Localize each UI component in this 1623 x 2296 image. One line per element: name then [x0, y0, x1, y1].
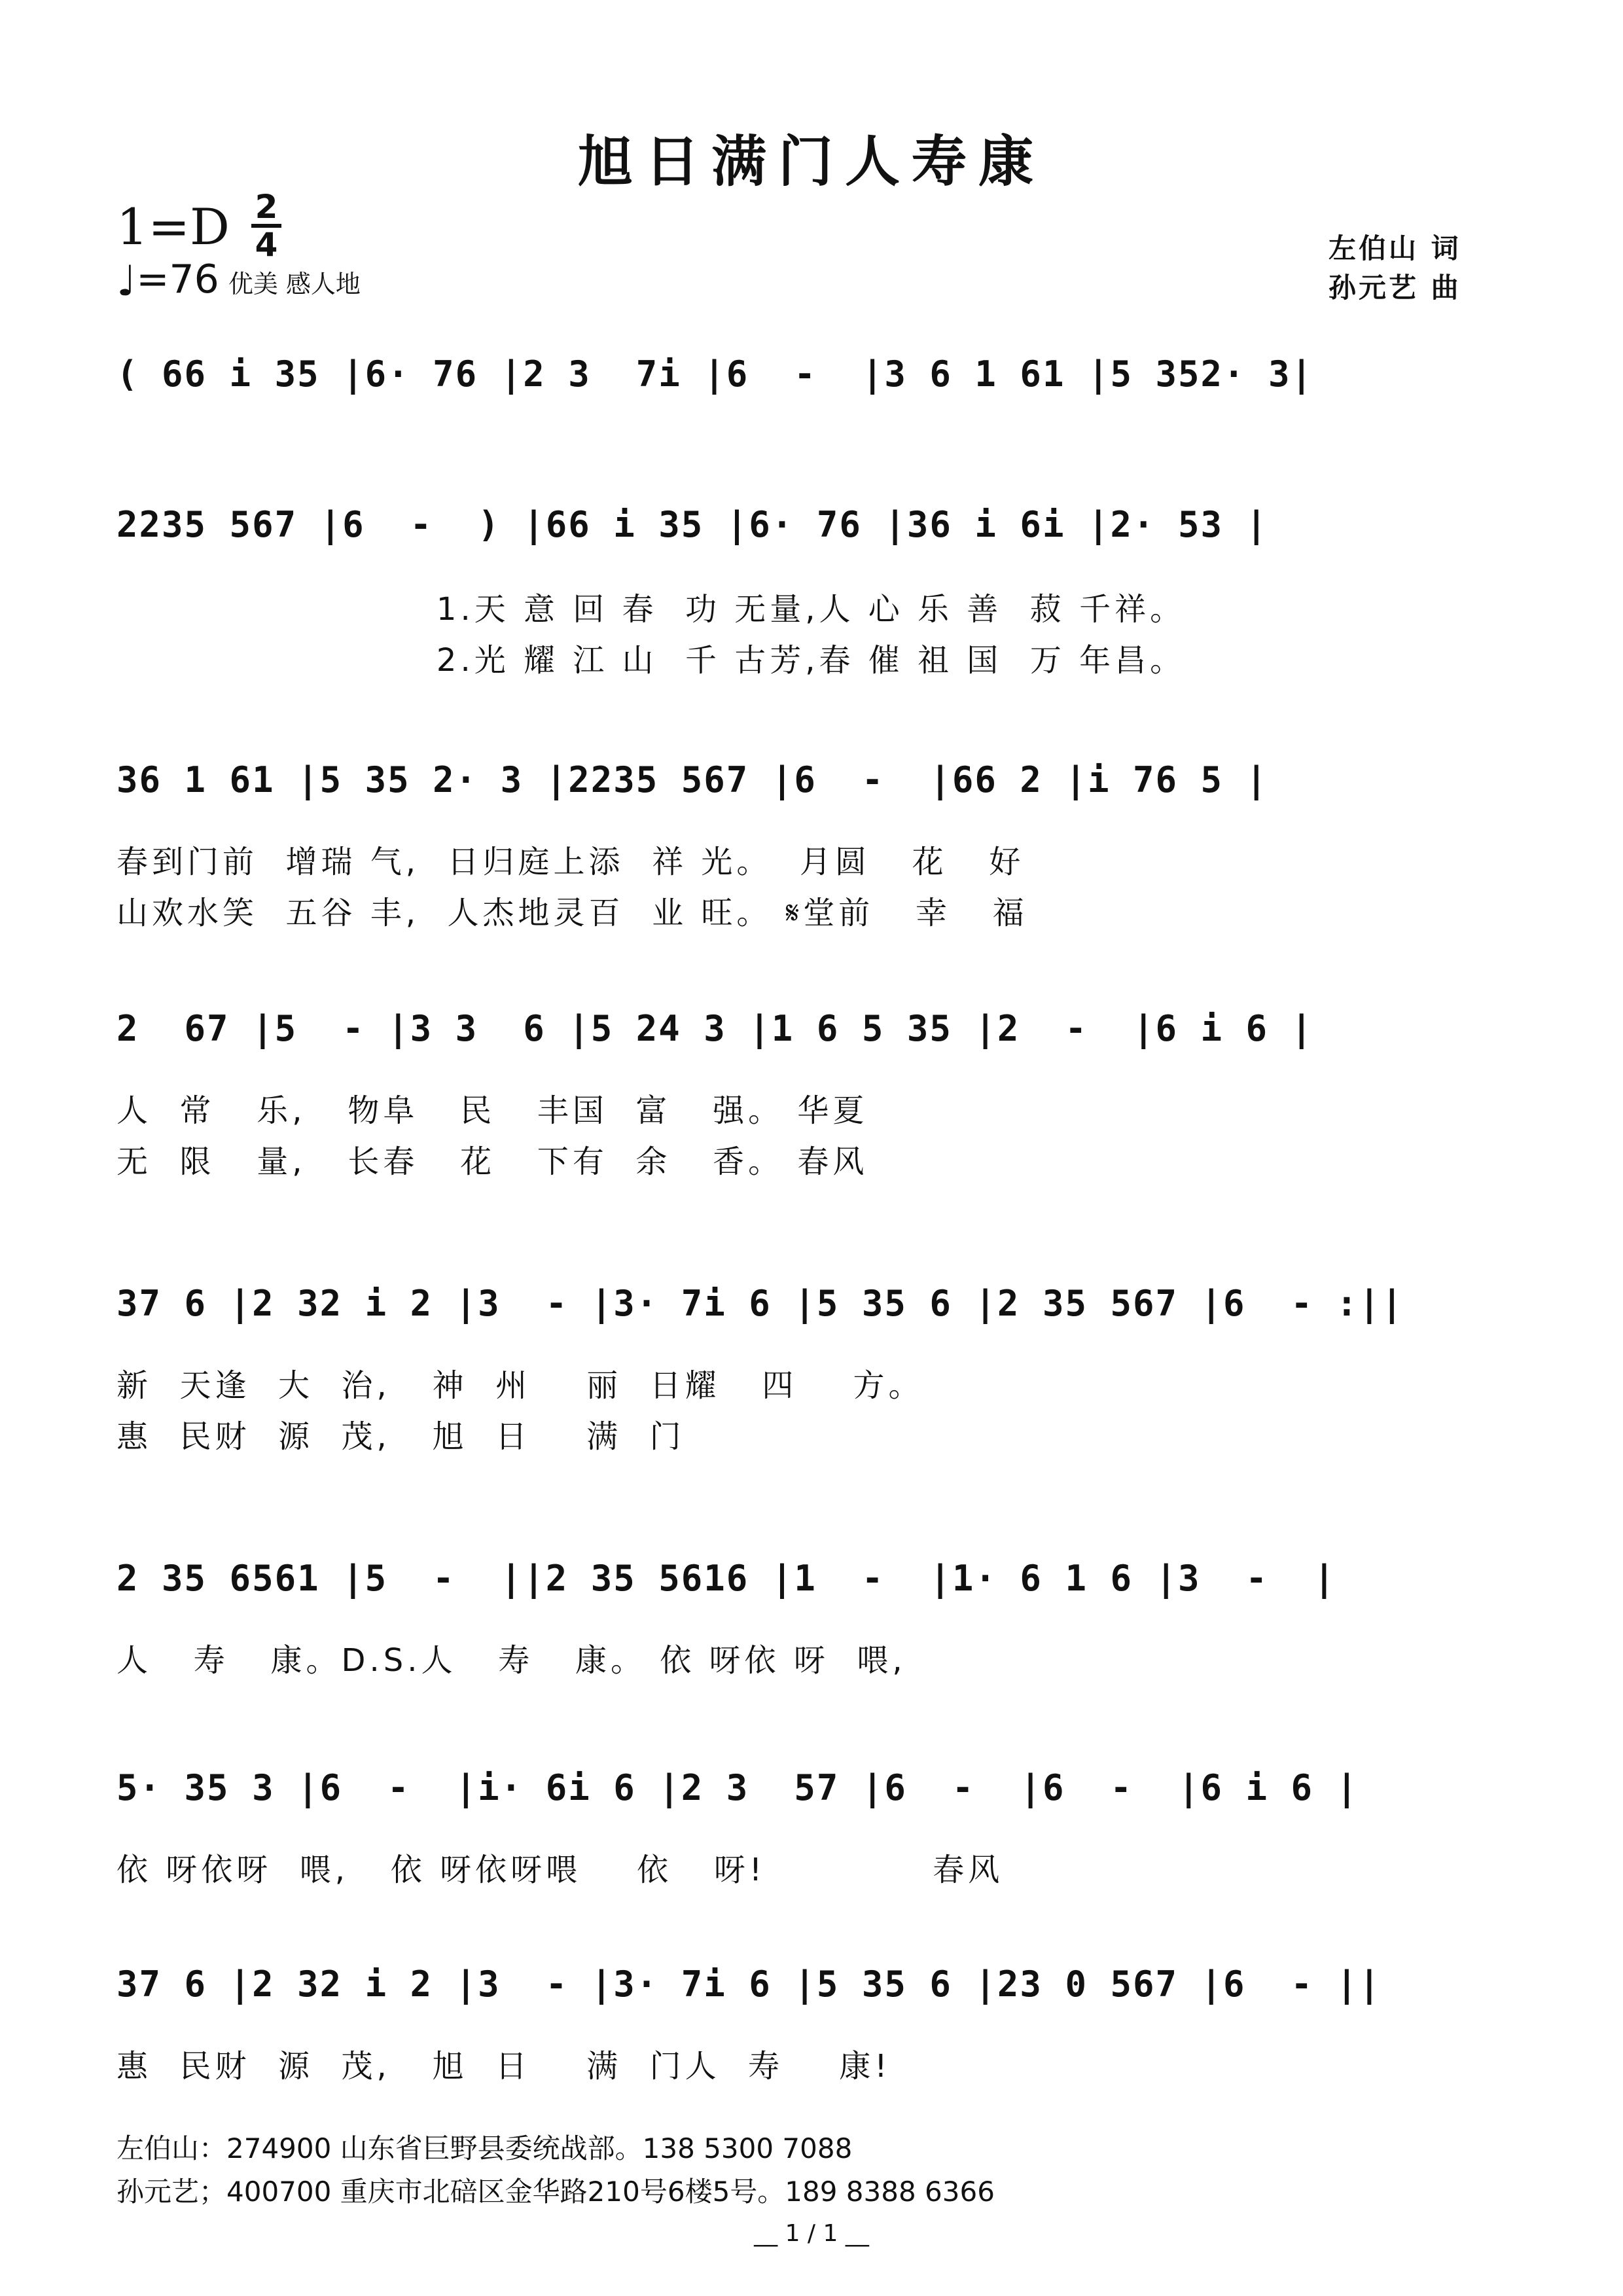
meter-top: 2 [255, 188, 278, 226]
notation-line: 5· 35 3 |6 - |i· 6i 6 |2 3 57 |6 - |6 - |6 i 6 | [116, 1767, 1359, 1808]
tempo-marking [116, 257, 361, 306]
time-signature [251, 188, 281, 264]
lyric-verse-1: 新 天逢 大 治, 神 州 丽 日耀 四 方。 [116, 1367, 924, 1404]
contact-footer [116, 2127, 995, 2214]
lyric-verse-2: 山欢水笑 五谷 丰, 人杰地灵百 业 旺。 𝄋堂前 幸 福 [116, 895, 1028, 931]
key-signature: 1=D [116, 198, 230, 256]
lyric-verse-1: 依 呀依呀 喂, 依 呀依呀喂 依 呀! 春风 [116, 1852, 1004, 1888]
credits [1329, 229, 1461, 308]
lyric-verse-1: 1.天 意 回 春 功 无量,人 心 乐 善 菽 千祥。 [116, 591, 1186, 628]
meter-bottom: 4 [255, 226, 278, 264]
lyric-verse-2: 无 限 量, 长春 花 下有 余 香。 春风 [116, 1143, 868, 1180]
contact-lyricist: 左伯山：274900 山东省巨野县委统战部。138 5300 7088 [116, 2132, 853, 2164]
lyric-verse-1: 惠 民财 源 茂, 旭 日 满 门人 寿 康! [116, 2048, 891, 2085]
page-title: 旭日满门人寿康 [577, 129, 1045, 194]
notation-line: ( 66 i 35 |6· 76 |2 3 7i |6 - |3 6 1 61 |5 352· 3| [116, 353, 1314, 395]
notation-line: 2235 567 |6 - ) |66 i 35 |6· 76 |36 i 6i |2· 53 | [116, 504, 1269, 545]
notation-line: 37 6 |2 32 i 2 |3 - |3· 7i 6 |5 35 6 |23 0 567 |6 - || [116, 1964, 1382, 2005]
lyric-verse-1: 春到门前 增瑞 气, 日归庭上添 祥 光。 月圆 花 好 [116, 844, 1025, 880]
lyricist-credit: 左伯山 词 [1329, 232, 1461, 264]
contact-composer: 孙元艺；400700 重庆市北碚区金华路210号6楼5号。189 8388 6366 [116, 2176, 995, 2208]
notation-line: 2 35 6561 |5 - ||2 35 5616 |1 - |1· 6 1 6 |3 - | [116, 1558, 1336, 1599]
notation-line: 2 67 |5 - |3 3 6 |5 24 3 |1 6 5 35 |2 - |6 i 6 | [116, 1008, 1314, 1049]
lyric-verse-1: 人 寿 康。D.S.人 寿 康。 依 呀依 呀 喂, [116, 1642, 906, 1679]
quarter-note-icon: ♩ [116, 257, 137, 306]
composer-credit: 孙元艺 曲 [1329, 272, 1461, 304]
expression-mark: 优美 感人地 [228, 270, 361, 298]
notation-line: 36 1 61 |5 35 2· 3 |2235 567 |6 - |66 2 |i 76 5 | [116, 759, 1269, 800]
notation-line: 37 6 |2 32 i 2 |3 - |3· 7i 6 |5 35 6 |2 35 567 |6 - :|| [116, 1283, 1404, 1324]
lyric-verse-1: 人 常 乐, 物阜 民 丰国 富 强。 华夏 [116, 1092, 868, 1129]
page-number: __ 1 / 1 __ [754, 2220, 869, 2247]
tempo-value: =76 [136, 257, 219, 302]
lyric-verse-2: 惠 民财 源 茂, 旭 日 满 门 [116, 1418, 685, 1455]
lyric-verse-2: 2.光 耀 江 山 千 古芳,春 催 祖 国 万 年昌。 [116, 642, 1186, 679]
